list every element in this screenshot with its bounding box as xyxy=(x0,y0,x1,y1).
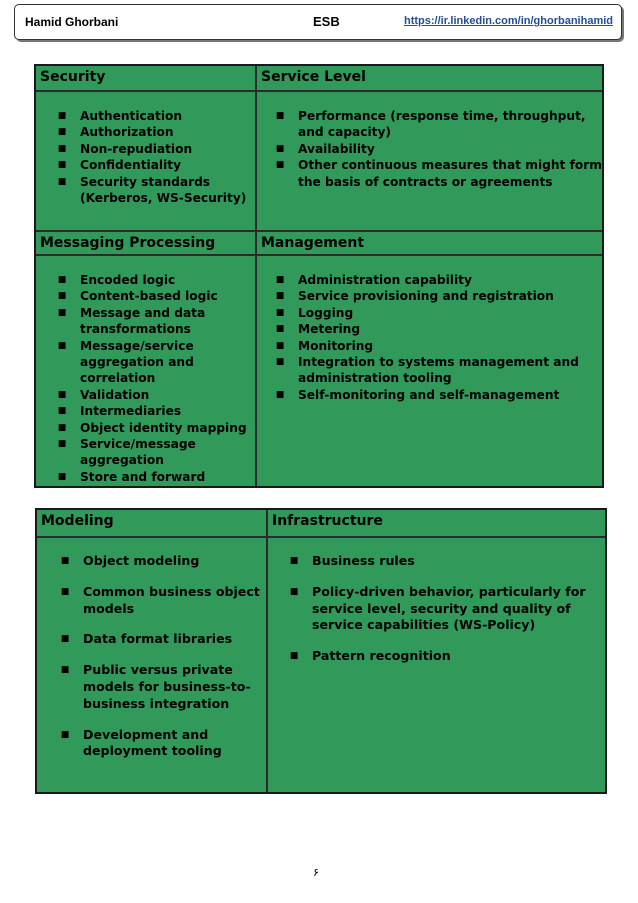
list-item xyxy=(56,338,247,387)
list-item-text: Encoded logic xyxy=(80,273,176,287)
management-list xyxy=(274,272,579,403)
list-item xyxy=(56,288,247,304)
square-bullet-icon: ■ xyxy=(57,275,67,285)
list-item xyxy=(59,584,260,618)
list-item-text: Service/message aggregation xyxy=(80,437,196,468)
list-item xyxy=(59,553,260,570)
square-bullet-icon: ■ xyxy=(275,160,285,171)
page-number: ۶ xyxy=(313,866,319,879)
list-item xyxy=(56,124,246,140)
service-level-cell xyxy=(257,66,602,230)
square-bullet-icon: ■ xyxy=(57,127,67,138)
list-item-text: Logging xyxy=(298,305,354,320)
square-bullet-icon: ■ xyxy=(57,471,67,482)
list-item-text: Store and forward xyxy=(80,469,206,484)
list-item-text: Message and data transformations xyxy=(80,305,206,337)
list-item xyxy=(59,727,260,761)
list-item xyxy=(56,157,246,173)
list-item xyxy=(56,469,247,485)
square-bullet-icon: ■ xyxy=(57,340,67,351)
list-item-text: Integration to systems management and administration tooling xyxy=(298,355,579,386)
square-bullet-icon: ■ xyxy=(275,357,285,368)
list-item xyxy=(274,272,579,288)
square-bullet-icon: ■ xyxy=(275,143,285,154)
list-item-text: Service provisioning and registration xyxy=(298,289,554,304)
square-bullet-icon: ■ xyxy=(57,439,67,450)
list-item xyxy=(288,553,586,570)
list-item xyxy=(274,108,602,141)
square-bullet-icon: ■ xyxy=(57,307,67,318)
modeling-cell xyxy=(37,510,266,792)
list-item-text: Performance (response time, throughput, and capacity) xyxy=(298,109,586,140)
list-item-text: Development and deployment tooling xyxy=(83,726,222,759)
security-list xyxy=(56,108,246,206)
list-item-text: Object modeling xyxy=(83,553,200,568)
list-item-text: Data format libraries xyxy=(83,631,233,647)
management-cell xyxy=(257,232,602,486)
author-name: Hamid Ghorbani xyxy=(25,15,119,29)
list-item-text: Administration capability xyxy=(298,273,472,287)
square-bullet-icon: ■ xyxy=(60,586,70,597)
square-bullet-icon: ■ xyxy=(57,291,67,302)
list-item-text: Content-based logic xyxy=(80,289,218,304)
messaging-processing-cell xyxy=(36,232,255,486)
list-item xyxy=(288,648,586,665)
square-bullet-icon: ■ xyxy=(275,291,285,302)
infrastructure-title: Infrastructure xyxy=(272,513,383,529)
list-item-text: Validation xyxy=(80,387,150,402)
square-bullet-icon: ■ xyxy=(275,324,285,335)
list-item xyxy=(274,157,602,190)
list-item xyxy=(59,662,260,712)
square-bullet-icon: ■ xyxy=(60,556,70,566)
list-item xyxy=(56,174,246,207)
modeling-title: Modeling xyxy=(41,513,114,529)
list-item-text: Pattern recognition xyxy=(312,648,451,664)
document-title: ESB xyxy=(313,14,340,29)
list-item-text: Self-monitoring and self-management xyxy=(298,387,560,402)
list-item-text: Confidentiality xyxy=(80,158,182,173)
square-bullet-icon: ■ xyxy=(275,307,285,318)
service-level-list xyxy=(274,108,602,190)
list-item-text: Policy-driven behavior, particularly for service level, security and quality of service capabilities (WS-Policy) xyxy=(312,583,586,633)
list-item xyxy=(274,387,579,403)
list-item xyxy=(56,420,247,436)
square-bullet-icon: ■ xyxy=(275,111,285,121)
page-header xyxy=(14,4,622,40)
security-cell xyxy=(36,66,255,230)
square-bullet-icon: ■ xyxy=(57,143,67,154)
square-bullet-icon: ■ xyxy=(275,340,285,351)
linkedin-link[interactable]: https://ir.linkedin.com/in/ghorbanihamid xyxy=(403,15,613,27)
list-item-text: Availability xyxy=(298,141,375,156)
list-item-text: Message/service aggregation and correlation xyxy=(80,338,194,386)
square-bullet-icon: ■ xyxy=(57,406,67,417)
square-bullet-icon: ■ xyxy=(275,275,285,285)
square-bullet-icon: ■ xyxy=(57,111,67,121)
modeling-list xyxy=(59,553,260,774)
list-item-text: Metering xyxy=(298,322,361,337)
infrastructure-list xyxy=(288,553,586,679)
list-item-text: Monitoring xyxy=(298,338,374,353)
list-item xyxy=(59,631,260,648)
list-item-text: Business rules xyxy=(312,553,415,568)
square-bullet-icon: ■ xyxy=(57,422,67,433)
list-item xyxy=(274,354,579,387)
square-bullet-icon: ■ xyxy=(60,634,70,645)
list-item-text: Authorization xyxy=(80,125,174,140)
service-level-title: Service Level xyxy=(261,69,366,85)
list-item xyxy=(56,305,247,338)
list-item xyxy=(274,321,579,337)
esb-capabilities-panel-bottom xyxy=(35,508,607,794)
list-item xyxy=(274,288,579,304)
square-bullet-icon: ■ xyxy=(57,389,67,400)
list-item xyxy=(56,141,246,157)
square-bullet-icon: ■ xyxy=(275,389,285,400)
list-item xyxy=(288,584,586,634)
list-item-text: Public versus private models for business-to- business integration xyxy=(83,662,251,711)
list-item-text: Authentication xyxy=(80,109,183,123)
list-item xyxy=(56,403,247,419)
management-title: Management xyxy=(261,235,365,251)
list-item xyxy=(56,436,247,469)
list-item xyxy=(274,141,602,157)
list-item-text: Intermediaries xyxy=(80,404,182,419)
infrastructure-cell xyxy=(268,510,605,792)
square-bullet-icon: ■ xyxy=(289,556,299,566)
list-item xyxy=(56,272,247,288)
list-item-text: Common business object models xyxy=(83,583,260,616)
square-bullet-icon: ■ xyxy=(289,586,299,597)
square-bullet-icon: ■ xyxy=(60,665,70,676)
list-item-text: Object identity mapping xyxy=(80,420,247,435)
messaging-processing-list xyxy=(56,272,247,485)
security-title: Security xyxy=(40,69,106,85)
messaging-processing-title: Messaging Processing xyxy=(40,235,216,251)
square-bullet-icon: ■ xyxy=(57,176,67,187)
list-item xyxy=(274,338,579,354)
square-bullet-icon: ■ xyxy=(60,729,70,740)
list-item xyxy=(56,108,246,124)
esb-capabilities-panel-top xyxy=(34,64,604,488)
square-bullet-icon: ■ xyxy=(289,651,299,662)
list-item xyxy=(56,387,247,403)
list-item-text: Other continuous measures that might form the basis of contracts or agreements xyxy=(298,158,602,189)
list-item-text: Non-repudiation xyxy=(80,141,193,156)
square-bullet-icon: ■ xyxy=(57,160,67,171)
list-item xyxy=(274,305,579,321)
list-item-text: Security standards (Kerberos, WS-Security) xyxy=(80,174,247,206)
